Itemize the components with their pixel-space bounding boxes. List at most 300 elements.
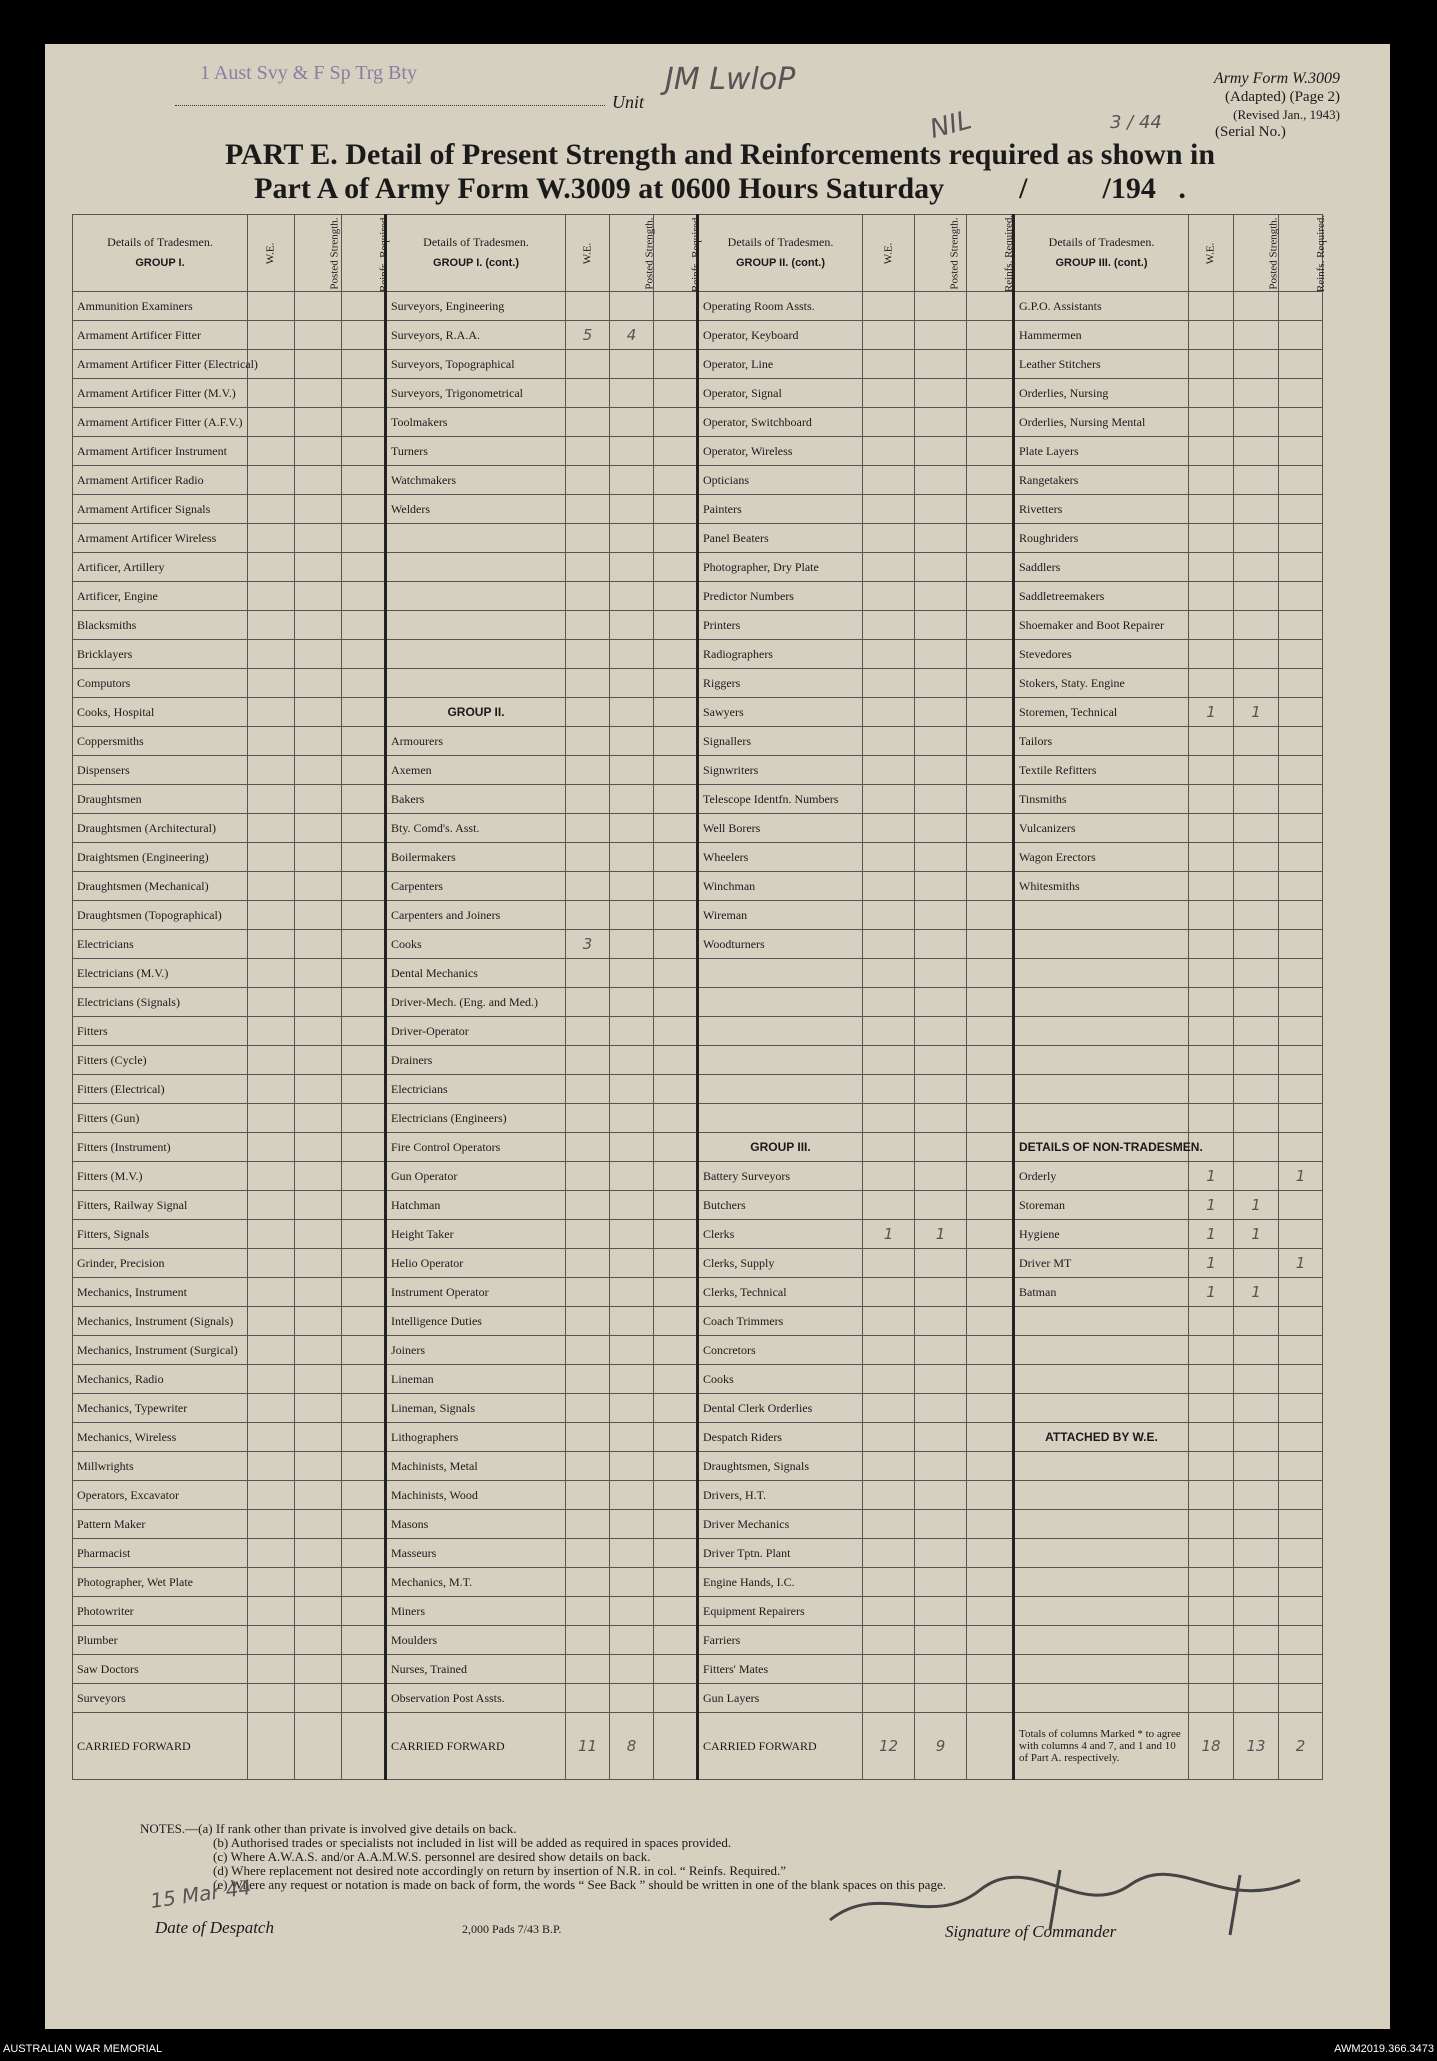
entry-ps[interactable] (610, 553, 654, 582)
entry-ps[interactable] (915, 901, 967, 930)
entry-rr[interactable] (1279, 1423, 1323, 1452)
entry-we[interactable] (863, 843, 915, 872)
entry-ps[interactable] (295, 350, 342, 379)
entry-ps[interactable] (295, 930, 342, 959)
entry-we[interactable] (566, 1133, 610, 1162)
entry-we[interactable] (248, 553, 295, 582)
entry-we[interactable] (863, 814, 915, 843)
entry-rr[interactable] (1279, 524, 1323, 553)
entry-rr[interactable] (1279, 1626, 1323, 1655)
entry-we[interactable] (566, 437, 610, 466)
entry-ps[interactable] (295, 379, 342, 408)
entry-rr[interactable] (967, 292, 1014, 321)
entry-ps[interactable] (610, 930, 654, 959)
entry-we[interactable] (566, 1539, 610, 1568)
entry-we[interactable] (248, 698, 295, 727)
entry-ps[interactable] (915, 727, 967, 756)
entry-ps[interactable] (295, 582, 342, 611)
entry-rr[interactable] (967, 785, 1014, 814)
entry-ps[interactable]: 1 (1234, 1220, 1279, 1249)
entry-ps[interactable] (1234, 930, 1279, 959)
entry-we[interactable] (863, 1365, 915, 1394)
entry-rr[interactable] (342, 321, 386, 350)
entry-ps[interactable] (1234, 1017, 1279, 1046)
carried-forward-value[interactable] (295, 1713, 342, 1780)
entry-rr[interactable] (342, 1336, 386, 1365)
entry-we[interactable] (1189, 1394, 1234, 1423)
entry-ps[interactable] (1234, 292, 1279, 321)
entry-rr[interactable] (967, 1655, 1014, 1684)
entry-ps[interactable] (1234, 785, 1279, 814)
entry-we[interactable] (863, 350, 915, 379)
entry-rr[interactable] (1279, 1481, 1323, 1510)
entry-rr[interactable] (967, 959, 1014, 988)
carried-forward-value[interactable]: 9 (915, 1713, 967, 1780)
entry-ps[interactable] (1234, 350, 1279, 379)
entry-ps[interactable] (610, 350, 654, 379)
entry-rr[interactable] (654, 872, 698, 901)
entry-rr[interactable] (967, 1017, 1014, 1046)
entry-rr[interactable] (1279, 959, 1323, 988)
entry-ps[interactable] (610, 495, 654, 524)
entry-we[interactable] (566, 814, 610, 843)
carried-forward-value[interactable] (342, 1713, 386, 1780)
entry-we[interactable] (248, 756, 295, 785)
entry-ps[interactable] (295, 1307, 342, 1336)
entry-rr[interactable] (654, 1075, 698, 1104)
entry-rr[interactable] (1279, 582, 1323, 611)
carried-forward-value[interactable] (654, 1713, 698, 1780)
entry-rr[interactable] (967, 321, 1014, 350)
entry-ps[interactable] (1234, 1626, 1279, 1655)
entry-ps[interactable] (915, 321, 967, 350)
entry-rr[interactable] (967, 1597, 1014, 1626)
entry-we[interactable] (248, 901, 295, 930)
entry-ps[interactable] (610, 988, 654, 1017)
entry-we[interactable] (248, 524, 295, 553)
entry-ps[interactable] (295, 756, 342, 785)
entry-we[interactable] (566, 698, 610, 727)
entry-rr[interactable] (342, 640, 386, 669)
entry-ps[interactable] (915, 1452, 967, 1481)
entry-we[interactable] (1189, 930, 1234, 959)
entry-rr[interactable] (1279, 1104, 1323, 1133)
entry-we[interactable] (566, 959, 610, 988)
entry-rr[interactable] (1279, 901, 1323, 930)
entry-we[interactable] (863, 930, 915, 959)
entry-we[interactable] (1189, 756, 1234, 785)
entry-ps[interactable] (610, 524, 654, 553)
entry-we[interactable] (1189, 901, 1234, 930)
entry-ps[interactable] (610, 1539, 654, 1568)
entry-we[interactable] (1189, 988, 1234, 1017)
entry-ps[interactable] (1234, 553, 1279, 582)
entry-rr[interactable] (654, 1336, 698, 1365)
entry-ps[interactable] (1234, 843, 1279, 872)
entry-ps[interactable] (610, 1104, 654, 1133)
entry-ps[interactable] (295, 408, 342, 437)
entry-we[interactable] (863, 524, 915, 553)
entry-ps[interactable] (295, 1568, 342, 1597)
entry-we[interactable] (863, 495, 915, 524)
entry-we[interactable] (248, 495, 295, 524)
entry-ps[interactable] (610, 1655, 654, 1684)
carried-forward-value[interactable] (248, 1713, 295, 1780)
entry-rr[interactable] (1279, 1655, 1323, 1684)
entry-we[interactable]: 1 (863, 1220, 915, 1249)
entry-we[interactable] (1189, 1365, 1234, 1394)
entry-rr[interactable] (342, 727, 386, 756)
entry-ps[interactable] (295, 1104, 342, 1133)
entry-rr[interactable] (1279, 1597, 1323, 1626)
entry-rr[interactable] (1279, 408, 1323, 437)
entry-ps[interactable] (295, 1220, 342, 1249)
entry-rr[interactable] (654, 901, 698, 930)
entry-we[interactable] (566, 1336, 610, 1365)
entry-ps[interactable] (610, 611, 654, 640)
entry-rr[interactable] (1279, 292, 1323, 321)
entry-rr[interactable] (967, 1046, 1014, 1075)
entry-rr[interactable] (654, 1510, 698, 1539)
entry-ps[interactable] (295, 1133, 342, 1162)
entry-ps[interactable] (610, 843, 654, 872)
entry-we[interactable] (1189, 1075, 1234, 1104)
carried-forward-value[interactable] (967, 1713, 1014, 1780)
entry-ps[interactable] (610, 1191, 654, 1220)
entry-ps[interactable] (1234, 1568, 1279, 1597)
entry-ps[interactable] (915, 495, 967, 524)
entry-we[interactable] (863, 698, 915, 727)
entry-we[interactable] (1189, 553, 1234, 582)
entry-we[interactable] (248, 1394, 295, 1423)
entry-rr[interactable] (342, 495, 386, 524)
entry-rr[interactable] (654, 930, 698, 959)
entry-rr[interactable] (967, 756, 1014, 785)
entry-we[interactable] (566, 1597, 610, 1626)
entry-we[interactable] (863, 1394, 915, 1423)
entry-rr[interactable] (654, 959, 698, 988)
entry-ps[interactable] (915, 756, 967, 785)
entry-we[interactable] (863, 1162, 915, 1191)
entry-we[interactable] (566, 1568, 610, 1597)
entry-we[interactable] (863, 1481, 915, 1510)
entry-we[interactable] (863, 988, 915, 1017)
entry-we[interactable] (863, 437, 915, 466)
entry-ps[interactable] (295, 524, 342, 553)
entry-ps[interactable] (915, 669, 967, 698)
entry-ps[interactable] (610, 785, 654, 814)
entry-we[interactable] (566, 727, 610, 756)
entry-rr[interactable] (342, 1220, 386, 1249)
entry-rr[interactable] (342, 1539, 386, 1568)
entry-ps[interactable] (295, 1336, 342, 1365)
entry-ps[interactable] (915, 582, 967, 611)
entry-rr[interactable] (1279, 1539, 1323, 1568)
entry-ps[interactable] (915, 1365, 967, 1394)
entry-ps[interactable] (295, 785, 342, 814)
entry-ps[interactable] (295, 1249, 342, 1278)
entry-ps[interactable] (1234, 437, 1279, 466)
entry-we[interactable] (566, 292, 610, 321)
entry-we[interactable] (248, 640, 295, 669)
entry-we[interactable] (566, 843, 610, 872)
entry-rr[interactable] (654, 321, 698, 350)
entry-ps[interactable] (915, 1075, 967, 1104)
entry-we[interactable] (1189, 1423, 1234, 1452)
entry-we[interactable] (1189, 1452, 1234, 1481)
entry-ps[interactable] (1234, 756, 1279, 785)
entry-ps[interactable] (915, 408, 967, 437)
entry-rr[interactable] (342, 1655, 386, 1684)
entry-rr[interactable] (654, 727, 698, 756)
entry-we[interactable] (248, 785, 295, 814)
entry-we[interactable] (248, 611, 295, 640)
entry-rr[interactable]: 1 (1279, 1249, 1323, 1278)
entry-we[interactable] (863, 1684, 915, 1713)
entry-we[interactable] (566, 756, 610, 785)
entry-ps[interactable] (295, 1539, 342, 1568)
entry-ps[interactable] (915, 1655, 967, 1684)
entry-rr[interactable] (967, 1481, 1014, 1510)
entry-we[interactable] (248, 669, 295, 698)
entry-we[interactable] (1189, 1336, 1234, 1365)
entry-rr[interactable] (967, 611, 1014, 640)
entry-ps[interactable] (610, 466, 654, 495)
entry-ps[interactable] (1234, 524, 1279, 553)
entry-we[interactable] (1189, 640, 1234, 669)
entry-ps[interactable] (1234, 1075, 1279, 1104)
entry-rr[interactable] (967, 698, 1014, 727)
entry-we[interactable] (248, 988, 295, 1017)
entry-we[interactable] (1189, 814, 1234, 843)
entry-ps[interactable] (610, 640, 654, 669)
entry-ps[interactable] (1234, 988, 1279, 1017)
entry-ps[interactable] (1234, 1510, 1279, 1539)
entry-ps[interactable] (1234, 1336, 1279, 1365)
entry-we[interactable] (1189, 1046, 1234, 1075)
entry-rr[interactable] (1279, 495, 1323, 524)
entry-rr[interactable] (342, 1365, 386, 1394)
entry-rr[interactable] (654, 524, 698, 553)
entry-rr[interactable] (1279, 350, 1323, 379)
entry-rr[interactable] (967, 1307, 1014, 1336)
entry-we[interactable] (566, 379, 610, 408)
entry-ps[interactable] (295, 1162, 342, 1191)
entry-rr[interactable] (967, 1684, 1014, 1713)
entry-ps[interactable] (1234, 872, 1279, 901)
entry-we[interactable] (566, 1191, 610, 1220)
entry-rr[interactable] (342, 843, 386, 872)
entry-ps[interactable] (295, 321, 342, 350)
entry-we[interactable] (566, 1075, 610, 1104)
entry-rr[interactable] (654, 437, 698, 466)
entry-we[interactable] (863, 611, 915, 640)
entry-rr[interactable] (654, 1539, 698, 1568)
entry-rr[interactable] (654, 350, 698, 379)
entry-we[interactable] (566, 466, 610, 495)
entry-ps[interactable] (610, 1510, 654, 1539)
entry-rr[interactable] (967, 350, 1014, 379)
entry-ps[interactable] (915, 553, 967, 582)
entry-we[interactable] (248, 1684, 295, 1713)
entry-ps[interactable] (1234, 727, 1279, 756)
entry-ps[interactable] (915, 1133, 967, 1162)
entry-rr[interactable] (342, 1481, 386, 1510)
entry-rr[interactable] (342, 988, 386, 1017)
entry-rr[interactable] (654, 1481, 698, 1510)
entry-we[interactable] (566, 1104, 610, 1133)
entry-we[interactable] (863, 321, 915, 350)
entry-ps[interactable] (1234, 1452, 1279, 1481)
entry-we[interactable] (248, 1133, 295, 1162)
entry-we[interactable] (248, 1307, 295, 1336)
entry-rr[interactable] (967, 727, 1014, 756)
entry-ps[interactable] (295, 1452, 342, 1481)
entry-ps[interactable] (610, 727, 654, 756)
entry-rr[interactable] (342, 785, 386, 814)
entry-ps[interactable] (915, 1162, 967, 1191)
entry-rr[interactable] (967, 1336, 1014, 1365)
entry-ps[interactable] (610, 1307, 654, 1336)
entry-we[interactable] (863, 1191, 915, 1220)
entry-rr[interactable] (342, 437, 386, 466)
entry-rr[interactable] (654, 1278, 698, 1307)
entry-we[interactable] (566, 1452, 610, 1481)
entry-ps[interactable] (915, 292, 967, 321)
entry-rr[interactable] (342, 1510, 386, 1539)
entry-we[interactable] (863, 1510, 915, 1539)
entry-we[interactable] (863, 901, 915, 930)
entry-we[interactable] (248, 1365, 295, 1394)
entry-we[interactable] (566, 495, 610, 524)
entry-we[interactable] (863, 785, 915, 814)
entry-rr[interactable] (654, 1423, 698, 1452)
entry-we[interactable] (1189, 379, 1234, 408)
entry-ps[interactable] (1234, 1162, 1279, 1191)
entry-ps[interactable] (295, 988, 342, 1017)
entry-rr[interactable] (967, 930, 1014, 959)
entry-rr[interactable] (654, 988, 698, 1017)
entry-we[interactable] (566, 1046, 610, 1075)
entry-we[interactable] (1189, 959, 1234, 988)
entry-rr[interactable] (967, 814, 1014, 843)
entry-we[interactable] (863, 1307, 915, 1336)
entry-ps[interactable] (1234, 1133, 1279, 1162)
entry-ps[interactable] (915, 1191, 967, 1220)
entry-we[interactable] (863, 1133, 915, 1162)
entry-we[interactable] (248, 1481, 295, 1510)
entry-rr[interactable] (654, 611, 698, 640)
entry-ps[interactable] (915, 843, 967, 872)
entry-ps[interactable] (915, 814, 967, 843)
entry-we[interactable] (566, 1365, 610, 1394)
entry-we[interactable] (248, 321, 295, 350)
entry-we[interactable]: 1 (1189, 1191, 1234, 1220)
entry-ps[interactable] (610, 756, 654, 785)
entry-we[interactable] (248, 1539, 295, 1568)
entry-ps[interactable] (1234, 1365, 1279, 1394)
entry-rr[interactable] (654, 1162, 698, 1191)
entry-we[interactable] (863, 1655, 915, 1684)
entry-we[interactable] (1189, 582, 1234, 611)
entry-we[interactable] (863, 1075, 915, 1104)
entry-we[interactable] (566, 524, 610, 553)
entry-rr[interactable] (1279, 1075, 1323, 1104)
entry-we[interactable]: 5 (566, 321, 610, 350)
entry-rr[interactable] (967, 1539, 1014, 1568)
entry-rr[interactable] (654, 1249, 698, 1278)
entry-rr[interactable] (654, 1046, 698, 1075)
entry-we[interactable] (248, 582, 295, 611)
entry-ps[interactable] (915, 1278, 967, 1307)
entry-rr[interactable] (1279, 1046, 1323, 1075)
entry-we[interactable] (248, 1452, 295, 1481)
entry-ps[interactable] (295, 1626, 342, 1655)
entry-we[interactable] (1189, 1510, 1234, 1539)
entry-ps[interactable] (915, 437, 967, 466)
entry-rr[interactable] (342, 930, 386, 959)
entry-rr[interactable] (1279, 1307, 1323, 1336)
entry-ps[interactable] (610, 1423, 654, 1452)
entry-we[interactable] (1189, 350, 1234, 379)
entry-ps[interactable] (915, 1017, 967, 1046)
entry-rr[interactable] (967, 1394, 1014, 1423)
entry-ps[interactable] (295, 872, 342, 901)
entry-ps[interactable] (915, 1336, 967, 1365)
entry-rr[interactable] (342, 1249, 386, 1278)
entry-rr[interactable] (967, 988, 1014, 1017)
entry-ps[interactable] (610, 1568, 654, 1597)
entry-rr[interactable] (1279, 321, 1323, 350)
entry-rr[interactable] (967, 466, 1014, 495)
entry-we[interactable] (863, 553, 915, 582)
entry-we[interactable] (248, 1162, 295, 1191)
entry-ps[interactable] (1234, 611, 1279, 640)
entry-ps[interactable] (295, 1510, 342, 1539)
entry-we[interactable] (248, 814, 295, 843)
entry-ps[interactable] (295, 1423, 342, 1452)
entry-ps[interactable] (915, 640, 967, 669)
entry-we[interactable] (566, 1481, 610, 1510)
entry-we[interactable] (1189, 1481, 1234, 1510)
entry-rr[interactable] (967, 1452, 1014, 1481)
entry-we[interactable] (863, 1017, 915, 1046)
entry-ps[interactable] (610, 379, 654, 408)
entry-we[interactable] (863, 1104, 915, 1133)
entry-ps[interactable] (295, 959, 342, 988)
entry-rr[interactable] (342, 1684, 386, 1713)
entry-ps[interactable] (915, 1626, 967, 1655)
entry-we[interactable] (863, 1597, 915, 1626)
entry-ps[interactable] (610, 1278, 654, 1307)
entry-we[interactable] (248, 437, 295, 466)
entry-ps[interactable] (610, 1452, 654, 1481)
entry-ps[interactable] (1234, 901, 1279, 930)
entry-ps[interactable] (1234, 582, 1279, 611)
entry-ps[interactable] (610, 872, 654, 901)
entry-rr[interactable] (967, 1365, 1014, 1394)
entry-we[interactable] (566, 1394, 610, 1423)
entry-we[interactable] (863, 1568, 915, 1597)
entry-we[interactable] (1189, 611, 1234, 640)
entry-rr[interactable] (342, 901, 386, 930)
entry-we[interactable] (863, 640, 915, 669)
entry-rr[interactable] (654, 292, 698, 321)
entry-rr[interactable] (654, 1017, 698, 1046)
entry-we[interactable] (566, 1017, 610, 1046)
entry-rr[interactable] (654, 1307, 698, 1336)
entry-ps[interactable] (1234, 1481, 1279, 1510)
